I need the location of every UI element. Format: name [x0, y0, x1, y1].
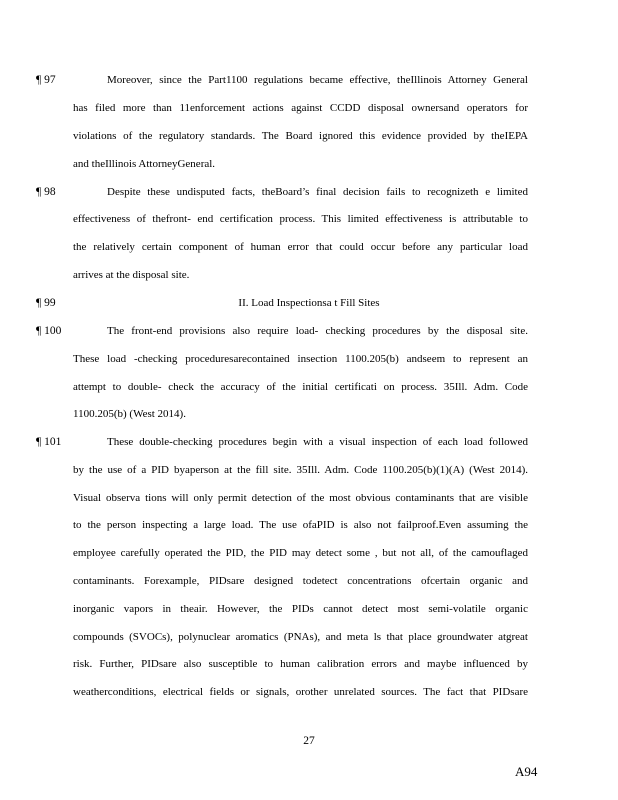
paragraph-98-line: the relatively certain component of human error that could occur before any particular load	[73, 241, 528, 253]
paragraph-marker-101: ¶ 101	[36, 436, 62, 448]
paragraph-marker-98: ¶ 98	[36, 186, 56, 198]
section-heading: II. Load Inspectionsa t Fill Sites	[238, 297, 380, 309]
paragraph-98-line: effectiveness of thefront- end certification process. This limited effectiveness is attributable to	[73, 213, 528, 225]
paragraph-101-line: to the person inspecting a large load. The use ofaPID is also not failproof.Even assuming the	[73, 519, 528, 531]
paragraph-101-line: Visual observa tions will only permit detection of the most obvious contaminants that are visible	[73, 492, 528, 504]
paragraph-97-line: has filed more than 11enforcement actions against CCDD disposal ownersand operators for	[73, 102, 528, 114]
paragraph-100-line: attempt to double- check the accuracy of the initial certificati on process. 35Ill. Adm. Code	[73, 381, 528, 393]
exhibit-label: A94	[515, 764, 538, 779]
paragraph-marker-97: ¶ 97	[36, 74, 56, 86]
paragraph-101-line: These double-checking procedures begin with a visual inspection of each load followed	[107, 436, 528, 448]
paragraph-101-line: by the use of a PID byaperson at the fill site. 35Ill. Adm. Code 1100.205(b)(1)(A) (West 2014).	[73, 464, 528, 476]
paragraph-100-line: 1100.205(b) (West 2014).	[73, 408, 186, 420]
paragraph-98-line: Despite these undisputed facts, theBoard’s final decision fails to recognizeth e limited	[107, 186, 528, 198]
paragraph-97-line: Moreover, since the Part1100 regulations became effective, theIllinois Attorney General	[107, 74, 528, 86]
page-number: 27	[303, 735, 315, 747]
paragraph-97-line: and theIllinois AttorneyGeneral.	[73, 158, 216, 170]
paragraph-101-line: risk. Further, PIDsare also susceptible to human calibration errors and maybe influenced by	[73, 658, 528, 670]
paragraph-marker-99: ¶ 99	[36, 297, 56, 309]
paragraph-97-line: violations of the regulatory standards. The Board ignored this evidence provided by theIEPA	[73, 130, 528, 142]
paragraph-101-line: weatherconditions, electrical fields or signals, orother unrelated sources. The fact that PIDsare	[73, 686, 528, 698]
paragraph-101-line: employee carefully operated the PID, the PID may detect some , but not all, of the camouflaged	[73, 547, 528, 559]
paragraph-101-line: inorganic vapors in theair. However, the PIDs cannot detect most semi-volatile organic	[73, 603, 528, 615]
paragraph-101-line: contaminants. Forexample, PIDsare designed todetect concentrations ofcertain organic and	[73, 575, 528, 587]
paragraph-100-line: The front-end provisions also require load- checking procedures by the disposal site.	[107, 325, 528, 337]
paragraph-101-line: compounds (SVOCs), polynuclear aromatics (PNAs), and meta ls that place groundwater atgreat	[73, 631, 528, 643]
paragraph-100-line: These load -checking proceduresarecontained insection 1100.205(b) andseem to represent an	[73, 353, 528, 365]
paragraph-98-line: arrives at the disposal site.	[73, 269, 190, 281]
paragraph-marker-100: ¶ 100	[36, 325, 62, 337]
